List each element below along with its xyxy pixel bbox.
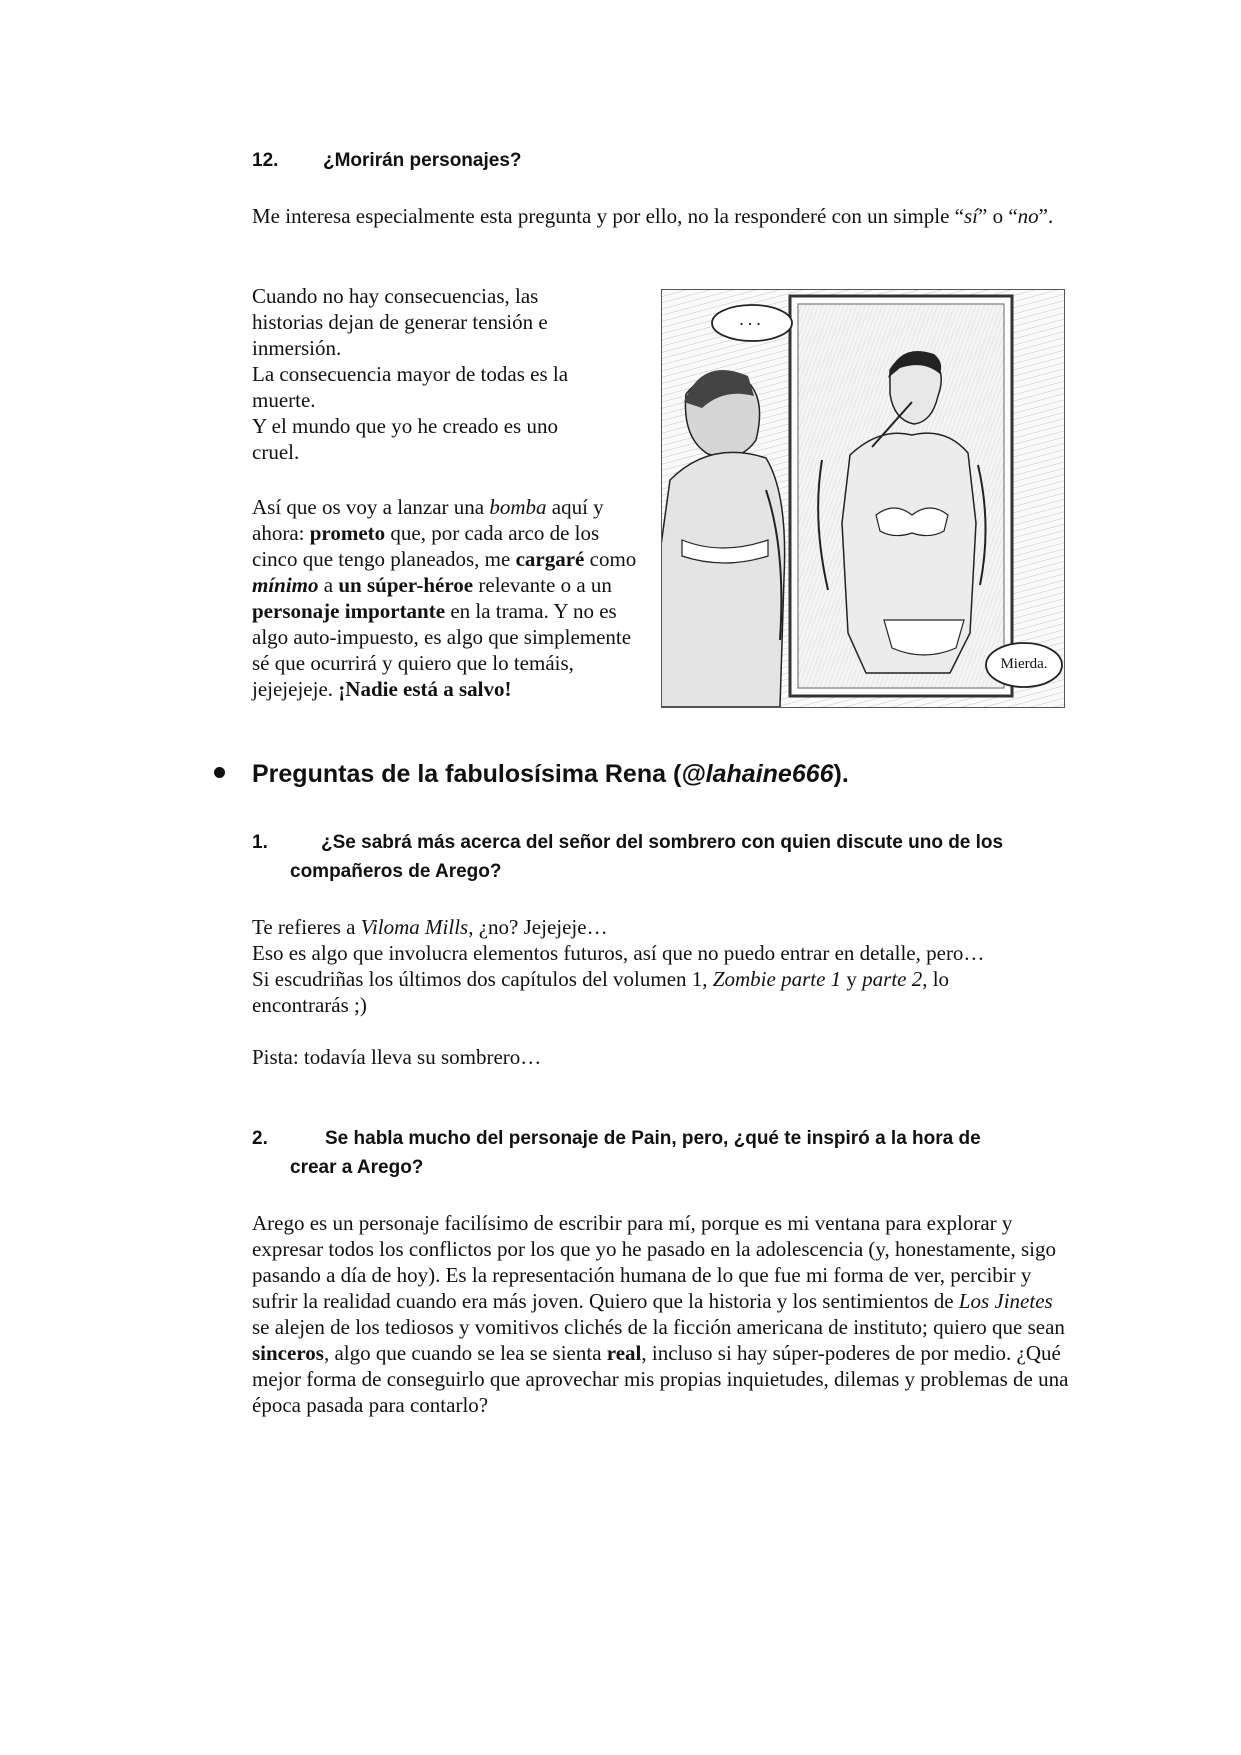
q12-paragraph-2: Así que os voy a lanzar una bomba aquí y ahora: prometo que, por cada arco de los cinco que tengo planeados, me cargaré como mínimo a un súper-héroe relevante o a un personaje importante en la trama. Y no es algo auto-impuesto, es algo que simplemente sé que ocurrirá y quiero que lo temáis, jejejejeje. ¡Nadie está a salvo!: [252, 495, 637, 701]
q12-paragraph-1: Cuando no hay consecuencias, las historias dejan de generar tensión e inmersión. La consecuencia mayor de todas es la muerte. Y el mundo que yo he creado es uno cruel.: [252, 284, 569, 464]
q12-intro: Me interesa especialmente esta pregunta y por ello, no la responderé con un simple “sí” o “no”.: [252, 204, 1054, 228]
question-number: 1.: [252, 832, 268, 853]
q1-answer: Te refieres a Viloma Mills, ¿no? Jejejeje… Eso es algo que involucra elementos futuros, así que no puedo entrar en detalle, pero… Si escudriñas los últimos dos capítulos del volumen 1, Zombie parte 1 y parte 2, lo encontrarás ;) Pista: todavía lleva su sombrero…: [252, 915, 985, 1069]
document-page: 12. ¿Morirán personajes? Me interesa especialmente esta pregunta y por ello, no la responderé con un simple “sí” o “no”. Cuando no hay consecuencias, las historias dejan de generar tensión e inmersión. La consecuencia mayor de todas es la muerte. Y el mundo que yo he creado es uno cruel. Así que os voy a lanzar una bomba aquí y ahora: prometo que, por cada arco de los cinco que tengo planeados, me cargaré como mínimo a un súper-héroe relevante o a un personaje importante en la trama. Y no es algo auto-impuesto, es algo que simplemente sé que ocurrirá y quiero que lo temáis, jejejejeje. ¡Nadie está a salvo! ... Mierda. Preguntas de la fabulosísima Rena (@lahaine666). 1. ¿Se sabrá más acerca del señor del sombrero con quien discute uno de los compañeros de Arego? Te refieres a Viloma Mills, ¿no? Jejejeje… Eso es algo que involucra elementos futuros, así que no puedo entrar en detalle, pero… Si escudriñas los últimos dos capítulos del volumen 1, Zombie parte 1 y parte 2, lo encontrarás ;) Pista: todavía lleva su sombrero… 2. Se habla mucho del personaje de Pain, pero, ¿qué te inspiró a la hora de crear a Arego? Arego es un personaje facilísimo de escribir para mí, porque es mi ventana para explorar y expresar todos los conflictos por los que yo he pasado en la adolescencia (y, honestamente, sigo pasando a día de hoy). Es la representación humana de lo que fue mi forma de ver, percibir y sufrir la realidad cuando era más joven. Quiero que la historia y los sentimientos de Los Jinetes se alejen de los tediosos y vomitivos clichés de la ficción americana de instituto; quiero que sean sinceros, algo que cuando se lea se sienta real, incluso si hay súper-poderes de por medio. ¿Qué mejor forma de conseguirlo que aprovechar mis propias inquietudes, dilemas y problemas de una época pasada para contarlo?: [0, 0, 1241, 1755]
bullet-icon: [214, 767, 225, 778]
question-12-heading: [252, 146, 952, 175]
speech-bubble-ellipsis: ...: [739, 309, 765, 329]
question-title-line-2: crear a Arego?: [290, 1157, 424, 1178]
speech-bubble-mierda: Mierda.: [1000, 656, 1048, 672]
comic-illustration: [662, 290, 1064, 707]
question-2-heading: [252, 1124, 1042, 1182]
question-number: 2.: [252, 1128, 268, 1149]
question-title-line-1: Se habla mucho del personaje de Pain, pero, ¿qué te inspiró a la hora de: [325, 1128, 981, 1149]
question-1-heading: [252, 828, 1042, 886]
q2-answer: Arego es un personaje facilísimo de escribir para mí, porque es mi ventana para explorar y expresar todos los conflictos por los que yo he pasado en la adolescencia (y, honestamente, sigo pasando a día de hoy). Es la representación humana de lo que fue mi forma de ver, percibir y sufrir la realidad cuando era más joven. Quiero que la historia y los sentimientos de Los Jinetes se alejen de los tediosos y vomitivos clichés de la ficción americana de instituto; quiero que sean sinceros, algo que cuando se lea se sienta real, incluso si hay súper-poderes de por medio. ¿Qué mejor forma de conseguirlo que aprovechar mis propias inquietudes, dilemas y problemas de una época pasada para contarlo?: [252, 1211, 1069, 1417]
comic-panel-image: [661, 289, 1065, 708]
question-title: ¿Morirán personajes?: [323, 150, 522, 171]
question-title-line-2: compañeros de Arego?: [290, 861, 502, 882]
question-title-line-1: ¿Se sabrá más acerca del señor del sombrero con quien discute uno de los: [321, 832, 1004, 853]
question-number: 12.: [252, 150, 279, 171]
